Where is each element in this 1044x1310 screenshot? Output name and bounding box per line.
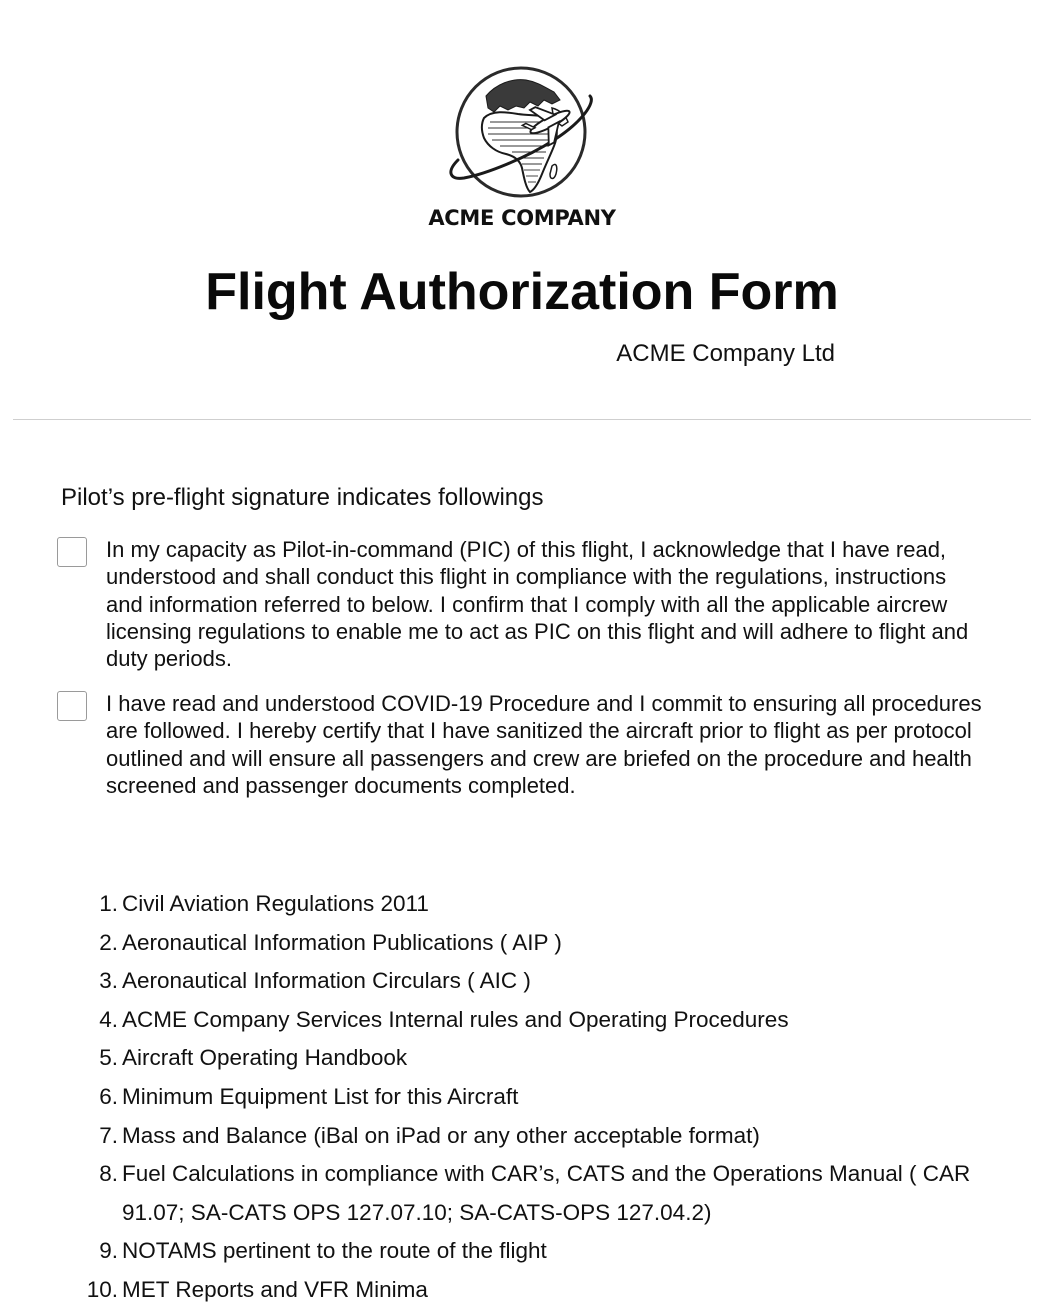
pic-acknowledgement-checkbox[interactable] bbox=[57, 537, 87, 567]
covid-acknowledgement-text: I have read and understood COVID-19 Procedure and I commit to ensuring all procedures are followed. I hereby certify that I have sanitized the aircraft prior to flight as per protocol outlined and will ensure all passengers and crew are briefed on the procedure and health screened and passenger documents completed. bbox=[106, 691, 982, 798]
list-item: 2. Aeronautical Information Publications ( AIP ) bbox=[99, 929, 562, 955]
list-item: 5. Aircraft Operating Handbook bbox=[99, 1045, 408, 1071]
list-item: 9. NOTAMS pertinent to the route of the flight bbox=[99, 1238, 547, 1264]
list-item: 7. Mass and Balance (iBal on iPad or any other acceptable format) bbox=[99, 1122, 760, 1148]
company-logo-text: ACME COMPANY bbox=[428, 206, 616, 230]
globe-with-airplane-icon bbox=[446, 66, 596, 206]
pic-acknowledgement-text: In my capacity as Pilot-in-command (PIC) of this flight, I acknowledge that I have read, understood and shall conduct this flight in compliance with the regulations, instructions and information referred to below. I confirm that I comply with all the applicable aircrew licensing regulations to enable me to act as PIC on this flight and will adhere to flight and duty periods. bbox=[106, 537, 969, 672]
covid-acknowledgement-checkbox[interactable] bbox=[57, 691, 87, 721]
page-title: Flight Authorization Form bbox=[205, 263, 839, 321]
list-item: 10. MET Reports and VFR Minima bbox=[86, 1276, 428, 1302]
references-list bbox=[0, 885, 1044, 1310]
list-item: 1. Civil Aviation Regulations 2011 bbox=[99, 891, 429, 916]
list-item: 8. Fuel Calculations in compliance with CAR’s, CATS and the Operations Manual ( CAR 91.07; SA-CATS OPS 127.07.10; SA-CATS-OPS 127.04.2) bbox=[99, 1161, 971, 1225]
list-item: 6. Minimum Equipment List for this Aircraft bbox=[99, 1083, 519, 1109]
header-divider bbox=[13, 419, 1031, 420]
signature-intro: Pilot’s pre-flight signature indicates followings bbox=[61, 484, 544, 511]
company-subtitle: ACME Company Ltd bbox=[616, 340, 835, 367]
list-item: 3. Aeronautical Information Circulars ( AIC ) bbox=[99, 968, 531, 994]
list-item: 4. ACME Company Services Internal rules and Operating Procedures bbox=[99, 1006, 789, 1032]
